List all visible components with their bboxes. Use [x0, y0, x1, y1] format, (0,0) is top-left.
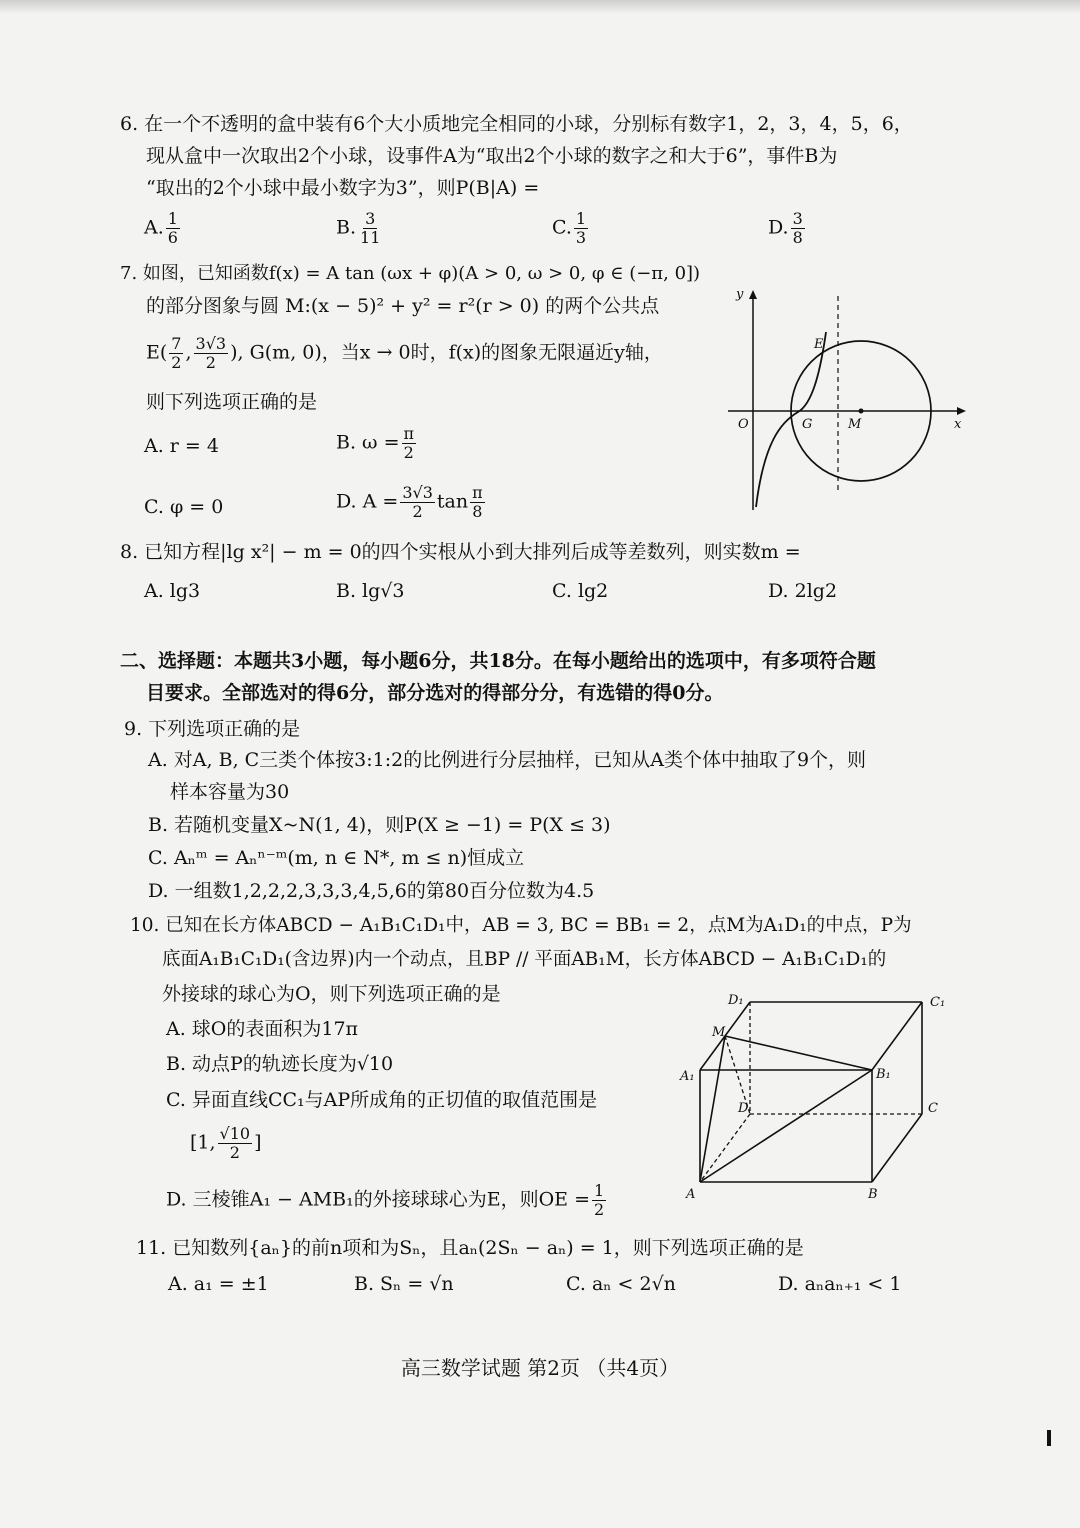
q7-option-b-num: π: [403, 424, 415, 443]
q9-option-a-line2: 样本容量为30: [170, 781, 290, 803]
q10-option-a: A. 球O的表面积为17π: [166, 1018, 359, 1040]
scan-mark: [1047, 1430, 1051, 1446]
q7-option-b-pre: B. ω =: [336, 431, 400, 454]
q7-point-e-y: [194, 335, 229, 372]
q6-option-a-den: 6: [167, 228, 178, 247]
q8-option-d: D. 2lg2: [768, 580, 838, 602]
label-d1: D₁: [728, 993, 744, 1008]
q7-option-b-frac: [402, 425, 417, 462]
q6-option-d: [768, 210, 807, 247]
q8-option-b: B. lg√3: [336, 580, 405, 602]
q6-option-b: [336, 210, 384, 247]
q10-option-c-num: √10: [219, 1124, 251, 1143]
q7-point-e-prefix: E(: [146, 341, 168, 364]
q6-line3: “取出的2个小球中最小数字为3”，则P(B|A) =: [146, 177, 540, 199]
q6-option-a-label: A.: [144, 216, 164, 239]
q7-point-e-comma: ,: [185, 341, 192, 364]
label-m: M: [712, 1025, 726, 1040]
label-a1: A₁: [680, 1069, 695, 1084]
q6-option-c-num: 1: [575, 209, 587, 228]
q10-option-d: [166, 1182, 608, 1219]
q9-line1: 9. 下列选项正确的是: [124, 718, 301, 740]
q6-option-d-label: D.: [768, 216, 789, 239]
edge-bc: [872, 1114, 922, 1182]
q10-option-d-num: 1: [594, 1181, 605, 1200]
q7-option-d-tan: tan: [436, 490, 469, 513]
q7-x-arrow-icon: [957, 407, 966, 415]
label-d: D: [738, 1101, 749, 1116]
q11-option-b: B. Sₙ = √n: [354, 1273, 454, 1295]
q11-option-c: C. aₙ < 2√n: [566, 1273, 676, 1295]
q7-option-d-num: 3√3: [402, 483, 433, 502]
q11-option-a: A. a₁ = ±1: [168, 1273, 269, 1295]
q7-option-d-frac1: [400, 484, 435, 521]
q7-option-d-num2: π: [472, 483, 483, 502]
q10-option-d-den: 2: [594, 1200, 605, 1219]
q11-line1: 11. 已知数列{aₙ}的前n项和为Sₙ，且aₙ(2Sₙ − aₙ) = 1，则下列选项正确的是: [136, 1237, 804, 1259]
label-a: A: [686, 1187, 696, 1202]
q9-option-a-line1: A. 对A, B, C三类个体按3:1:2的比例进行分层抽样，已知从A类个体中抽取了9个，则: [148, 749, 867, 771]
segment-am: [700, 1036, 725, 1182]
label-c: C: [928, 1101, 938, 1116]
edge-da-hidden: [700, 1114, 750, 1182]
q6-line2: 现从盒中一次取出2个小球，设事件A为“取出2个小球的数字之和大于6”，事件B为: [146, 145, 838, 167]
q7-line4: 则下列选项正确的是: [146, 391, 318, 413]
q7-option-d-den: 2: [412, 502, 423, 521]
q7-option-a: A. r = 4: [144, 435, 219, 457]
q7-label-y: y: [736, 287, 744, 302]
q7-point-e-y-den: 2: [205, 353, 216, 372]
q6-option-a: [144, 210, 182, 247]
q6-option-c-den: 3: [575, 228, 587, 247]
label-c1: C₁: [930, 995, 946, 1010]
scan-edge: [0, 0, 1080, 14]
edge-c1b1: [872, 1002, 922, 1070]
label-b: B: [868, 1187, 878, 1202]
q6-option-d-num: 3: [792, 209, 803, 228]
q10-option-d-pre: D. 三棱锥A₁ − AMB₁的外接球球心为E，则OE =: [166, 1188, 591, 1211]
q10-option-d-frac: [592, 1182, 606, 1219]
q8-line1: 8. 已知方程|lg x²| − m = 0的四个实根从小到大排列后成等差数列，则实数m =: [120, 541, 801, 563]
q7-option-d: [336, 484, 487, 521]
q7-label-x: x: [954, 417, 962, 432]
q6-option-b-den: 11: [360, 228, 381, 247]
q9-option-c: C. Aₙᵐ = Aₙⁿ⁻ᵐ(m, n ∈ N*, m ≤ n)恒成立: [148, 847, 525, 869]
q7-option-c: C. φ = 0: [144, 496, 224, 518]
q6-option-d-frac: [791, 210, 805, 247]
q10-option-c-line2: [190, 1125, 262, 1162]
q10-line2: 底面A₁B₁C₁D₁(含边界)内一个动点，且BP // 平面AB₁M，长方体ABCD − A₁B₁C₁D₁的: [162, 949, 887, 970]
segment-ab1: [700, 1070, 872, 1182]
q7-option-d-pre: D. A =: [336, 490, 399, 513]
q10-option-c-bracket-close: ]: [254, 1131, 262, 1154]
q6-option-a-frac: [166, 210, 180, 247]
q9-option-d: D. 一组数1,2,2,2,3,3,3,4,5,6的第80百分位数为4.5: [148, 880, 595, 902]
q11-option-d: D. aₙaₙ₊₁ < 1: [778, 1273, 902, 1295]
q6-option-c: [552, 210, 590, 247]
q10-option-c-den: 2: [229, 1143, 240, 1162]
q7-center-dot: [859, 409, 864, 414]
section2-heading-line1: 二、选择题：本题共3小题，每小题6分，共18分。在每小题给出的选项中，有多项符合题: [120, 650, 876, 672]
q6-option-a-num: 1: [167, 209, 178, 228]
q10-option-b: B. 动点P的轨迹长度为√10: [166, 1053, 394, 1075]
q7-line3: [146, 335, 663, 372]
q6-option-b-frac: [358, 210, 382, 247]
q7-point-e-x-num: 7: [171, 334, 182, 353]
q7-option-d-den2: 8: [472, 502, 483, 521]
q7-line2: 的部分图象与圆 M:(x − 5)² + y² = r²(r > 0) 的两个公共点: [146, 295, 660, 317]
q7-y-arrow-icon: [749, 290, 757, 299]
q10-option-c-bracket-open: [1,: [190, 1131, 216, 1154]
q7-label-g: G: [802, 417, 813, 432]
q7-label-m: M: [848, 417, 862, 432]
q7-option-b-den: 2: [403, 443, 414, 462]
q6-option-b-num: 3: [365, 209, 376, 228]
q7-label-e: E: [814, 337, 824, 352]
q7-line3-rest: ), G(m, 0)，当x → 0时，f(x)的图象无限逼近y轴，: [230, 341, 663, 364]
q6-option-d-den: 8: [792, 228, 803, 247]
q10-line1: 10. 已知在长方体ABCD − A₁B₁C₁D₁中，AB = 3, BC = BB₁ = 2，点M为A₁D₁的中点，P为: [130, 915, 912, 936]
q10-line3: 外接球的球心为O，则下列选项正确的是: [162, 983, 501, 1005]
q10-cuboid-figure: [676, 986, 960, 1204]
q6-option-c-frac: [574, 210, 588, 247]
segment-mb1: [725, 1036, 872, 1070]
q7-point-e-y-num: 3√3: [195, 334, 227, 353]
q6-line1: 6. 在一个不透明的盒中装有6个大小质地完全相同的小球，分别标有数字1，2，3，4，5，6，: [120, 113, 913, 135]
q7-option-d-frac2: [470, 484, 485, 521]
q7-graph: [726, 282, 970, 518]
q7-label-o: O: [738, 417, 749, 432]
page-footer: 高三数学试题 第2页 （共4页）: [400, 1356, 680, 1380]
q6-option-b-label: B.: [336, 216, 357, 239]
q7-line1: 7. 如图，已知函数f(x) = A tan (ωx + φ)(A > 0, ω > 0, φ ∈ (−π, 0]): [120, 263, 701, 284]
q10-option-c-line1: C. 异面直线CC₁与AP所成角的正切值的取值范围是: [166, 1089, 598, 1111]
section2-heading-line2: 目要求。全部选对的得6分，部分选对的得部分分，有选错的得0分。: [146, 682, 724, 704]
q8-option-a: A. lg3: [144, 580, 201, 602]
q7-option-b: [336, 425, 418, 462]
q7-point-e-x-den: 2: [171, 353, 182, 372]
q10-option-c-frac: [218, 1125, 253, 1162]
q6-option-c-label: C.: [552, 216, 572, 239]
label-b1: B₁: [876, 1067, 891, 1082]
q9-option-b: B. 若随机变量X~N(1, 4)，则P(X ≥ −1) = P(X ≤ 3): [148, 814, 611, 836]
q7-point-e-x: [169, 335, 183, 372]
q8-option-c: C. lg2: [552, 580, 609, 602]
